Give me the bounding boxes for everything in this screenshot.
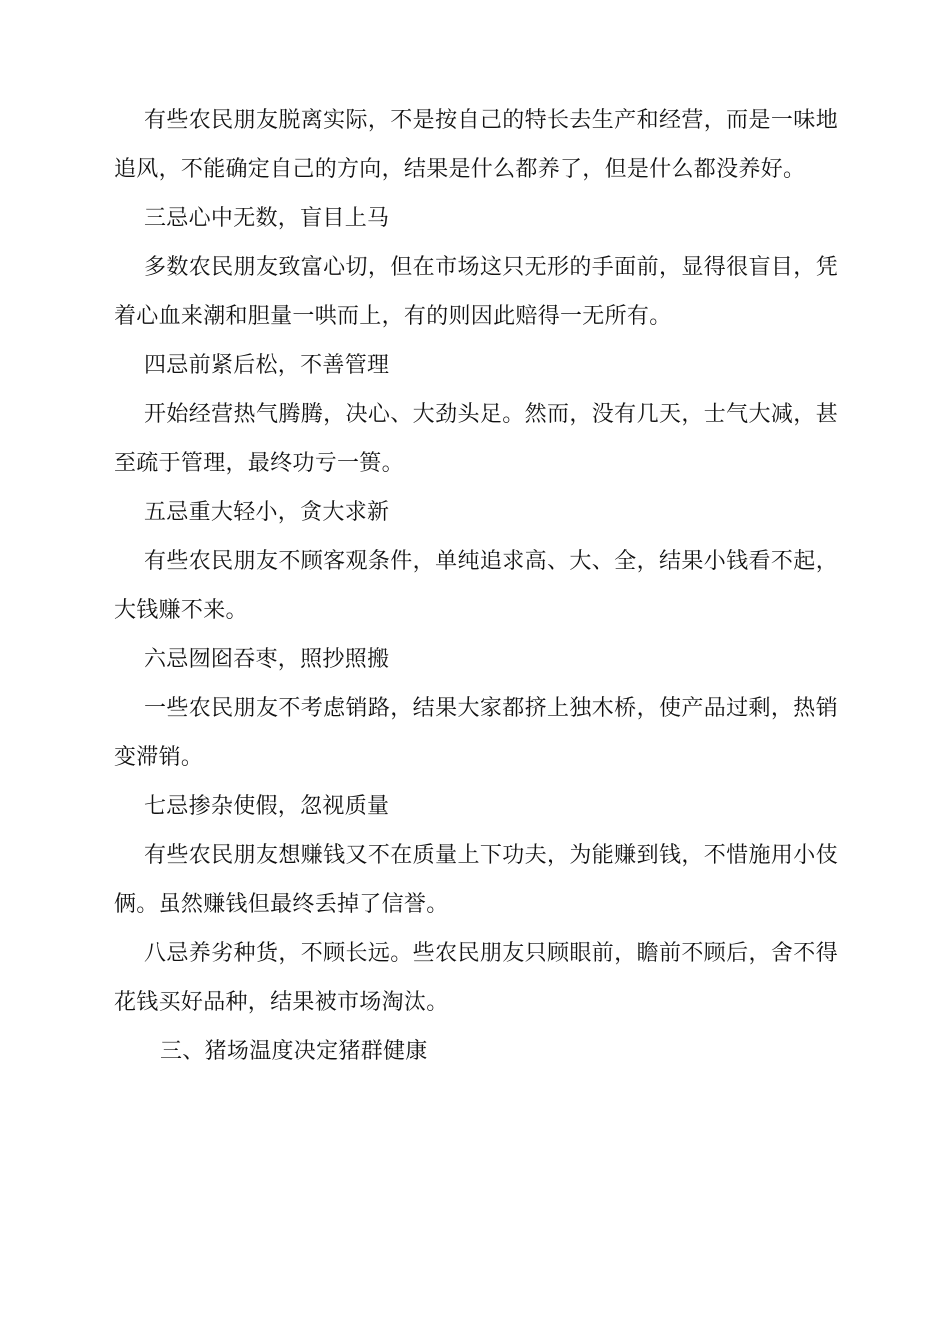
heading-taboo-3: 三忌心中无数，盲目上马 (144, 206, 390, 231)
document-page (114, 96, 838, 1076)
paragraph-quality: 有些农民朋友想赚钱又不在质量上下功夫，为能赚到钱，不惜施用小伎俩。虽然赚钱但最终丢掉了信誉。 (114, 843, 838, 917)
paragraph-taboo-8: 八忌养劣种货，不顾长远。些农民朋友只顾眼前，瞻前不顾后，舍不得花钱买好品种，结果被市场淘汰。 (114, 941, 838, 1015)
paragraph-poor-management: 开始经营热气腾腾，决心、大劲头足。然而，没有几天，士气大减，甚至疏于管理，最终功亏一篑。 (114, 402, 838, 476)
heading-taboo-4: 四忌前紧后松，不善管理 (144, 353, 390, 378)
paragraph-greed-big: 有些农民朋友不顾客观条件，单纯追求高、大、全，结果小钱看不起，大钱赚不来。 (114, 549, 838, 623)
paragraph-copying: 一些农民朋友不考虑销路，结果大家都挤上独木桥，使产品过剩，热销变滞销。 (114, 696, 838, 770)
paragraph-follow-trend: 有些农民朋友脱离实际，不是按自己的特长去生产和经营，而是一味地追风，不能确定自己的方向，结果是什么都养了，但是什么都没养好。 (114, 108, 838, 182)
heading-taboo-6: 六忌囫囵吞枣，照抄照搬 (144, 647, 390, 672)
heading-taboo-7: 七忌掺杂使假，忽视质量 (144, 794, 390, 819)
section-title-temperature: 三、猪场温度决定猪群健康 (160, 1039, 428, 1064)
heading-taboo-5: 五忌重大轻小，贪大求新 (144, 500, 390, 525)
paragraph-blind-start: 多数农民朋友致富心切，但在市场这只无形的手面前，显得很盲目，凭着心血来潮和胆量一哄而上，有的则因此赔得一无所有。 (114, 255, 838, 329)
